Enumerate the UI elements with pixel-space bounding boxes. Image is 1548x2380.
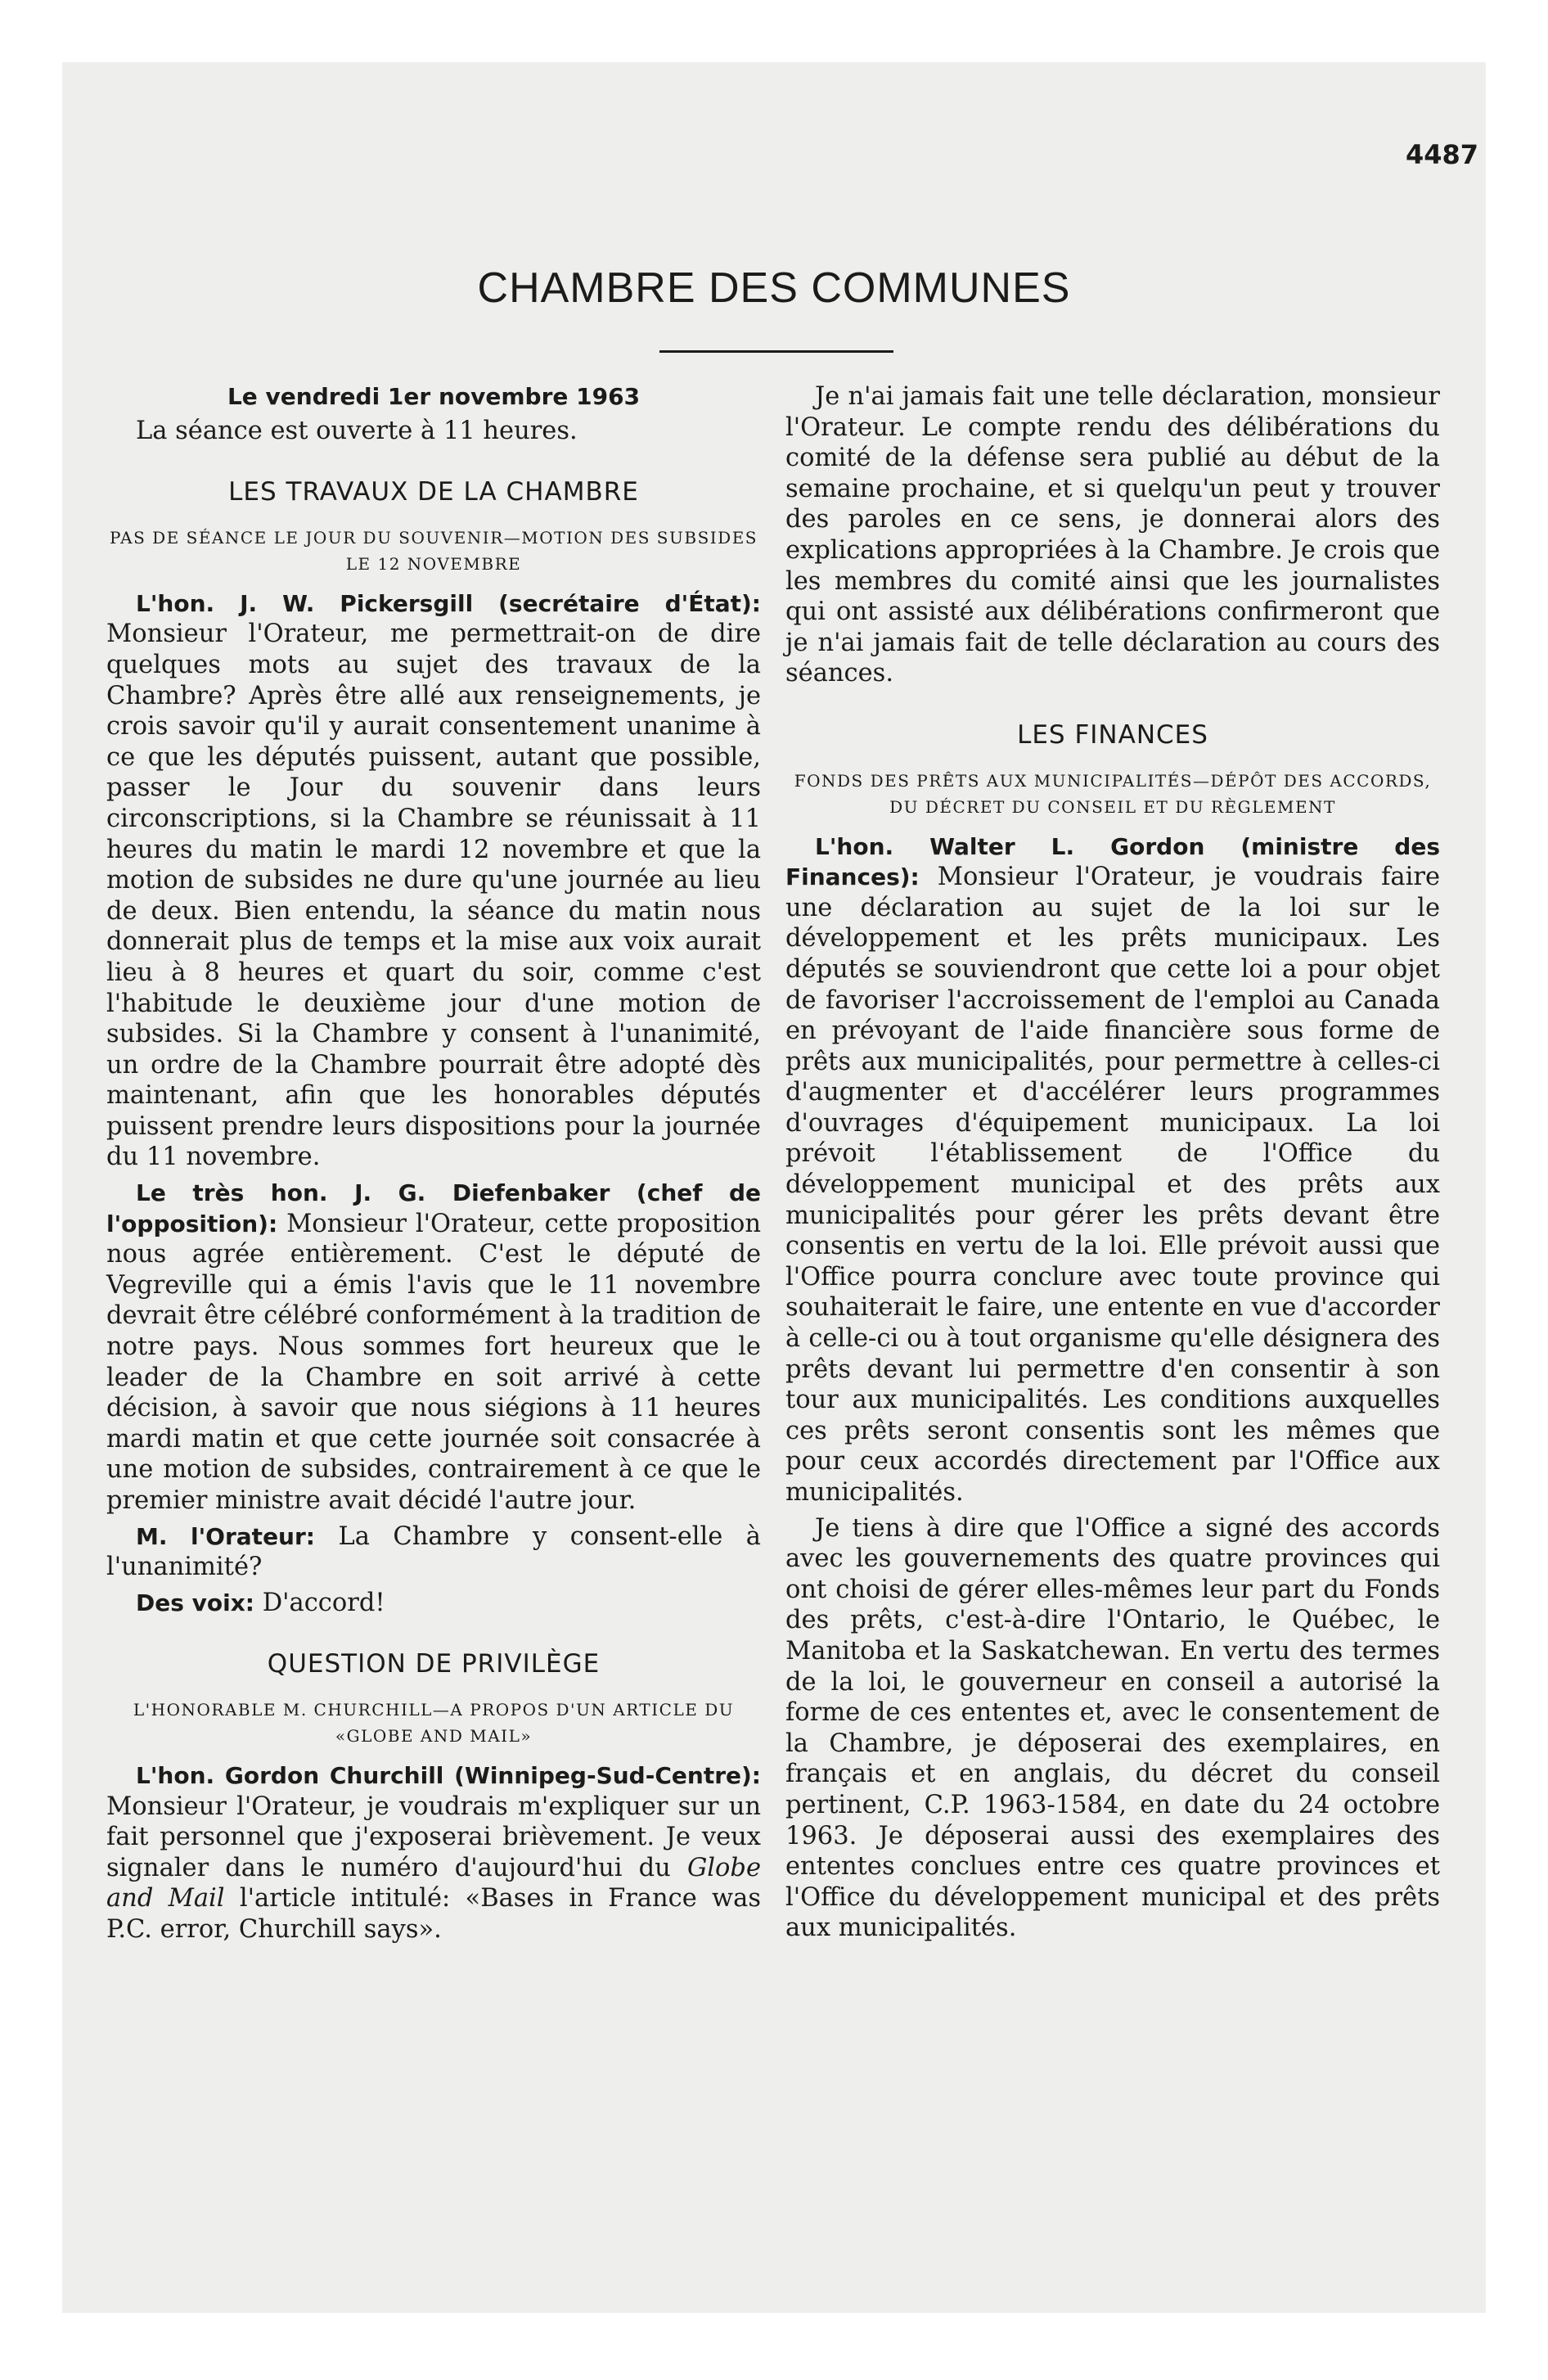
- page-number: 4487: [1406, 139, 1479, 170]
- opening-line: La séance est ouverte à 11 heures.: [136, 416, 578, 445]
- speaker-gordon: L'hon. Walter L. Gordon (ministre des Finances):: [785, 832, 1440, 891]
- speaker-churchill: L'hon. Gordon Churchill (Winnipeg-Sud-Centre):: [136, 1761, 761, 1789]
- speech-churchill: [106, 1760, 761, 1945]
- speaker-diefenbaker: Le très hon. J. G. Diefenbaker (chef de l'opposition):: [106, 1179, 761, 1237]
- title-divider: [659, 350, 893, 353]
- speech-gordon: [785, 832, 1440, 1508]
- speech-text-diefenbaker: Monsieur l'Orateur, cette proposition nous agrée entièrement. C'est le député de Vegreville qui a émis l'avis que le 11 novembre devrait être célébré conformément à la tradition de notre pays. Nous sommes fort heureux que le leader de la Chambre en soit arrivé à cette décision, à savoir que nous siégions à 11 heures mardi matin et que cette journée soit consacrée à une motion de subsides, contrairement à ce que le premier ministre avait décidé l'autre jour.: [106, 1209, 761, 1515]
- sitting-date: Le vendredi 1er novembre 1963: [227, 383, 641, 410]
- subheading-travaux: PAS DE SÉANCE LE JOUR DU SOUVENIR—MOTION DES SUBSIDES LE 12 NOVEMBRE: [110, 527, 758, 574]
- speech-orateur: [106, 1521, 761, 1583]
- subheading-privilege: L'HONORABLE M. CHURCHILL—A PROPOS D'UN ARTICLE DU «GLOBE AND MAIL»: [133, 1699, 735, 1746]
- speech-des-voix: [106, 1588, 761, 1619]
- speech-text-des-voix: D'accord!: [262, 1588, 385, 1617]
- subheading-finances: FONDS DES PRÊTS AUX MUNICIPALITÉS—DÉPÔT DES ACCORDS, DU DÉCRET DU CONSEIL ET DU RÈGLEMENT: [794, 770, 1432, 817]
- gordon-paragraph-2: Je tiens à dire que l'Office a signé des accords avec les gouvernements des quatre provinces qui ont choisi de gérer elles-mêmes leur part du Fonds des prêts, c'est-à-dire l'Ontario, le Québec, le Manitoba et la Saskatchewan. En vertu des termes de la loi, le gouverneur en conseil a autorisé la forme de ces ententes et, avec le consentement de la Chambre, je déposerai des exemplaires, en français et en anglais, du décret du conseil pertinent, C.P. 1963-1584, en date du 24 octobre 1963. Je déposerai aussi des exemplaires des ententes conclues entre ces quatre provinces et l'Office du développement municipal et des prêts aux municipalités.: [785, 1513, 1440, 1943]
- speech-text-pickersgill: Monsieur l'Orateur, me permettrait-on de dire quelques mots au sujet des travaux de la Chambre? Après être allé aux renseignements, je crois savoir qu'il y aurait consentement unanime à ce que les députés puissent, autant que possible, passer le Jour du souvenir dans leurs circonscriptions, si la Chambre se réunissait à 11 heures du matin le mardi 12 novembre et que la motion de subsides ne dure qu'une journée au lieu de deux. Bien entendu, la séance du matin nous donnerait plus de temps et la mise aux voix aurait lieu à 8 heures et quart du soir, comme c'est l'habitude le deuxième jour d'une motion de subsides. Si la Chambre y consent à l'unanimité, un ordre de la Chambre pourrait être adopté dès maintenant, afin que les honorables députés puissent prendre leurs dispositions pour la journée du 11 novembre.: [106, 620, 761, 1172]
- speaker-des-voix: Des voix:: [136, 1589, 254, 1616]
- page-title: CHAMBRE DES COMMUNES: [477, 264, 1071, 312]
- speaker-pickersgill: L'hon. J. W. Pickersgill (secrétaire d'État):: [136, 589, 761, 617]
- newspaper-title: Globe and Mail: [106, 1853, 761, 1913]
- speech-diefenbaker: [106, 1178, 761, 1517]
- speech-text-gordon: Monsieur l'Orateur, je voudrais faire une déclaration au sujet de la loi sur le développement et les prêts municipaux. Les députés se souviendront que cette loi a pour objet de favoriser l'accroissement de l'emploi au Canada en prévoyant de l'aide financière sous forme de prêts aux municipalités, pour permettre à celles-ci d'augmenter et d'accélérer leurs programmes d'ouvrages d'équipement municipaux. La loi prévoit l'établissement de l'Office du développement municipal et des prêts aux municipalités pour gérer les prêts devant être consentis en vertu de la loi. Elle prévoit aussi que l'Office pourra conclure avec toute province qui souhaiterait le faire, une entente en vue d'accorder à celle-ci ou à tout organisme qu'elle désignera des prêts devant lui permettre d'en consentir à son tour aux municipalités. Les conditions auxquelles ces prêts seront consentis sont les mêmes que pour ceux accordés directement par l'Office aux municipalités.: [785, 863, 1440, 1507]
- speech-text-churchill-b: l'article intitulé: «Bases in France was P.C. error, Churchill says».: [106, 1884, 761, 1944]
- speech-text-churchill-a: Monsieur l'Orateur, je voudrais m'expliquer sur un fait personnel que j'exposerai brièvement. Je veux signaler dans le numéro d'aujourd'hui du: [106, 1792, 761, 1882]
- right-column: [785, 381, 1440, 1944]
- continuation-paragraph: Je n'ai jamais fait une telle déclaration, monsieur l'Orateur. Le compte rendu des délibérations du comité de la défense sera publié au début de la semaine prochaine, et si quelqu'un peut y trouver des paroles en ce sens, je donnerai alors des explications appropriées à la Chambre. Je crois que les membres du comité ainsi que les journalistes qui ont assisté aux délibérations confirmeront que je n'ai jamais fait de telle déclaration au cours des séances.: [785, 382, 1440, 688]
- left-column: [106, 381, 761, 1945]
- section-heading-privilege: QUESTION DE PRIVILÈGE: [267, 1649, 601, 1679]
- speech-pickersgill: [106, 588, 761, 1173]
- section-heading-finances: LES FINANCES: [1017, 719, 1208, 750]
- speaker-orateur: M. l'Orateur:: [136, 1522, 315, 1550]
- speech-text-orateur: La Chambre y consent-elle à l'unanimité?: [106, 1521, 761, 1582]
- section-heading-travaux: LES TRAVAUX DE LA CHAMBRE: [228, 477, 639, 507]
